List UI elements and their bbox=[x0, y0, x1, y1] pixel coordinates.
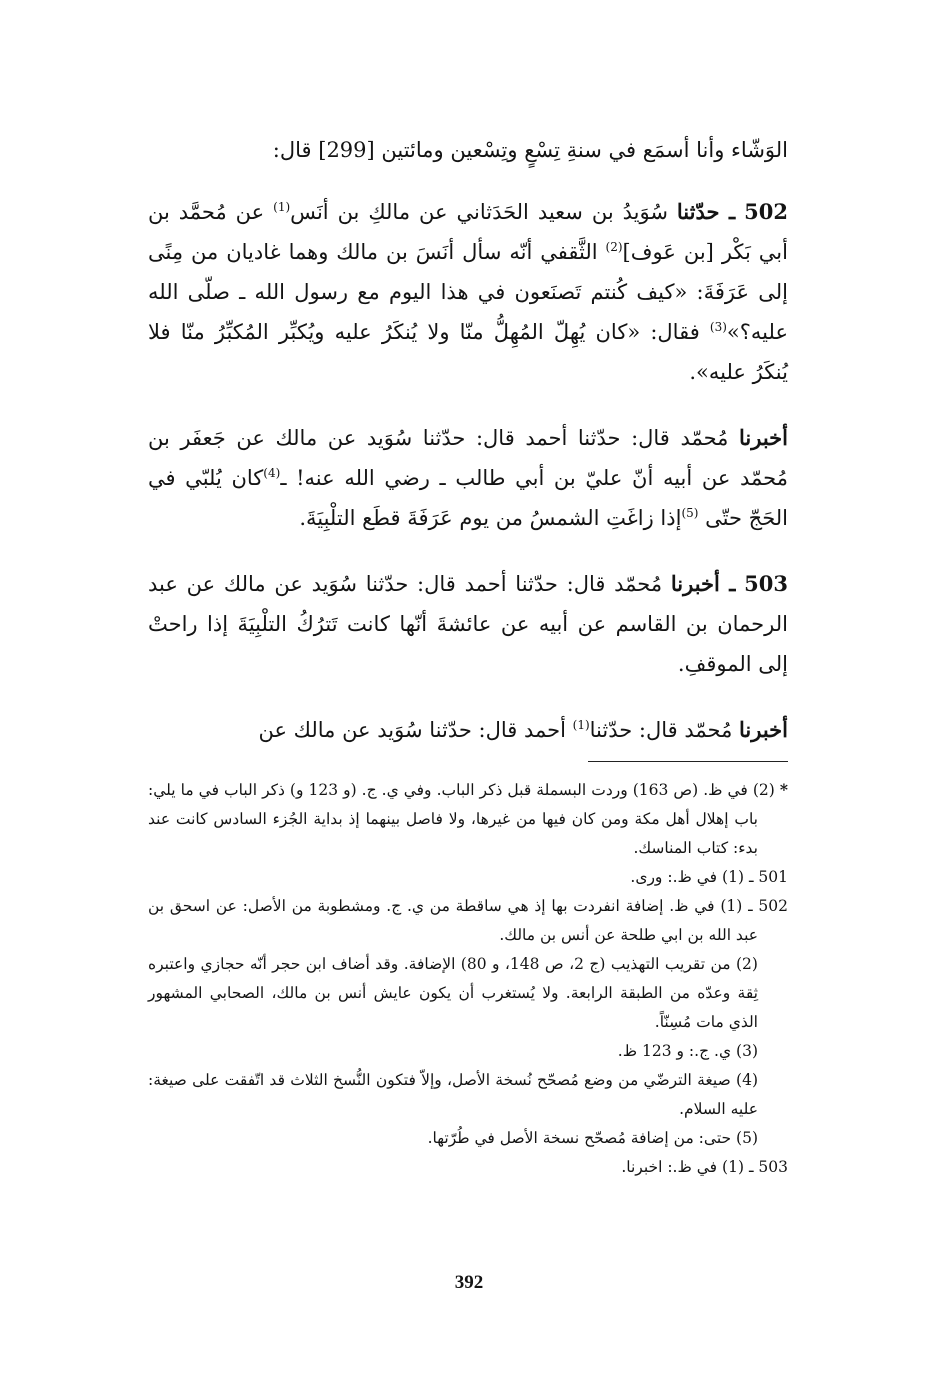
footnote-502-5 bbox=[148, 1124, 788, 1153]
footnote-501-key: 501 ـ bbox=[748, 868, 788, 886]
footnote-ref-5: (5) bbox=[681, 506, 699, 520]
footnote-502-1 bbox=[148, 892, 788, 950]
footnote-star-text: (2) في ظ. (ص 163) وردت البسملة قبل ذكر الباب. وفي ي. ج. (و 123 و) ذكر الباب في ما يلي: باب إهلال أهل مكة ومن كان فيها من غيرها، ولا فاصل بينهما إذ بداية الجُزء السادس كانت عند بدء: كتاب المناسك. bbox=[148, 781, 775, 857]
footnote-ref-503-1: (1) bbox=[572, 718, 590, 732]
footnote-502-3 bbox=[148, 1037, 788, 1066]
footnote-501-text: (1) في ظ.: ورى. bbox=[630, 868, 744, 886]
paragraph-503-text: مُحمّد قال: حدّثنا أحمد قال: حدّثنا سُوَيد عن مالك عن عبد الرحمان بن القاسم عن أبيه عن عائشةَ أنّها كانت تَترُكُ التلْبِيَةَ إذا راحتْ إلى الموقفِ. bbox=[148, 572, 788, 676]
paragraph-502b-text-2: كان يُلبّي في الحَجّ حتّى bbox=[148, 466, 788, 530]
footnote-502-key: 502 ـ bbox=[748, 897, 788, 915]
paragraph-502b-text-1: مُحمّد قال: حدّثنا أحمد قال: حدّثنا سُوَيد عن مالك عن جَعفَر بن مُحمّد عن أبيه أنّ عليّ بن أبي طالب ـ رضي الله عنه! ـ bbox=[148, 426, 788, 490]
paragraph-502: 502 ـ حدّثنا سُوَيدُ بن سعيد الحَدَثاني عن مالكِ بن أنَس$^{(1)}$ عن مُحمَّد بن أبي بَكْر [بن عَوف]$^{(2)}$ الثَّقفي أنّه سأل أنَسَ بن مالك وهما غاديان من مِنًى إلى عَرَفَةَ: «كيف كُنتم تَصنَعون في هذا اليوم مع رسول الله ـ صلّى الله عليه؟»$^{(3)}$ فقال: «كان يُهِلّ المُهِلُّ منّا ولا يُنكَرُ عليه ويُكبِّر المُكبِّرُ منّا فلا يُنكَرُ عليه». bbox=[148, 199, 789, 384]
paragraph-502-text-2: عن مُحمَّد بن أبي بَكْر [بن عَوف] bbox=[148, 200, 788, 264]
footnote-ref-1: (1) bbox=[273, 200, 291, 214]
footnote-ref-4: (4) bbox=[263, 466, 281, 480]
paragraph-0 bbox=[148, 130, 788, 170]
paragraph-502-text-1: سُوَيدُ بن سعيد الحَدَثاني عن مالكِ بن أنَس bbox=[290, 200, 668, 224]
footnote-503-key: 503 ـ bbox=[748, 1158, 788, 1176]
footnote-divider bbox=[588, 761, 788, 762]
footnote-502-5-text: (5) حتى: من إضافة مُصحّح نسخة الأصل في طُرّتها. bbox=[427, 1129, 758, 1147]
footnotes bbox=[148, 775, 788, 1182]
paragraph-502b bbox=[148, 418, 788, 538]
footnote-502-4-text: (4) صيغة الترضّي من وضع مُصحّح نُسخة الأصل، وإلاّ فتكون النُّسخ الثلاث قد اتّفقت على صيغة: عليه السلام. bbox=[148, 1071, 758, 1118]
footnote-ref-3: (3) bbox=[709, 320, 727, 334]
footnote-502-2-text: (2) من تقريب التهذيب (ج 2، ص 148، و 80) الإضافة. وقد أضاف ابن حجر أنّه حجازي واعتبره ثِقة وعدّه من الطبقة الرابعة. ولا يُستغرب أن يكون عايش أنس بن مالك، الصحابي المشهور الذي مات مُسِنّاً. bbox=[148, 955, 758, 1031]
paragraph-0-text: الوَشّاء وأنا أسمَع في سنةِ تِسْعٍ وتِسْعين ومائتين [299] قال: bbox=[272, 138, 788, 162]
page-number: 392 bbox=[454, 1272, 484, 1293]
hadith-opening-503b: أخبرنا bbox=[739, 717, 788, 742]
main-text bbox=[148, 130, 788, 776]
footnote-502-3-text: (3) ي. ج.: و 123 ظ. bbox=[617, 1042, 758, 1060]
paragraph-502-text-3: الثَّقفي أنّه سأل أنَسَ بن مالك وهما غاديان من مِنًى إلى عَرَفَةَ: «كيف كُنتم تَصنَعون في هذا اليوم مع رسول الله ـ صلّى الله عليه؟» bbox=[148, 240, 788, 344]
hadith-opening-503: أخبرنا bbox=[670, 571, 720, 596]
footnote-503-text: (1) في ظ.: اخبرنا. bbox=[621, 1158, 744, 1176]
footnote-502-4 bbox=[148, 1066, 788, 1124]
footnote-503 bbox=[148, 1153, 788, 1182]
paragraph-503: 503 ـ أخبرنا مُحمّد قال: حدّثنا أحمد قال: حدّثنا سُوَيد عن مالك عن عبد الرحمان بن القاسم عن أبيه عن عائشةَ أنّها كانت تَترُكُ التلْبِيَةَ إذا راحتْ إلى الموقفِ. bbox=[148, 571, 788, 676]
footnote-501 bbox=[148, 863, 788, 892]
hadith-opening-502: حدّثنا bbox=[676, 199, 720, 224]
paragraph-503b bbox=[148, 710, 788, 750]
paragraph-502-text-4: فقال: «كان يُهِلّ المُهِلُّ منّا ولا يُنكَرُ عليه ويُكبِّر المُكبِّرُ منّا فلا يُنكَرُ عليه». bbox=[148, 320, 788, 384]
footnote-502-1-text: (1) في ظ. إضافة انفردت بها إذ هي ساقطة من ي. ج. ومشطوبة من الأصل: عن اسحق بن عبد الله بن ابي طلحة عن أنس بن مالك. bbox=[148, 897, 758, 944]
paragraph-503b-text-2: أحمد قال: حدّثنا سُوَيد عن مالك عن bbox=[258, 718, 566, 742]
footnote-502-2 bbox=[148, 950, 788, 1037]
footnote-star bbox=[148, 775, 788, 863]
footnote-star-marker: * bbox=[779, 780, 788, 799]
paragraph-503b-text-1: مُحمّد قال: حدّثنا bbox=[589, 718, 733, 742]
hadith-number-503: 503 bbox=[744, 571, 788, 596]
footnote-ref-2: (2) bbox=[605, 240, 623, 254]
hadith-number-502: 502 bbox=[744, 199, 789, 224]
paragraph-502b-text-3: إذا زاغَتِ الشمسُ من يوم عَرَفَةَ قطَع التلْبِيَةَ. bbox=[299, 506, 682, 530]
hadith-opening-502b: أخبرنا bbox=[739, 425, 788, 450]
